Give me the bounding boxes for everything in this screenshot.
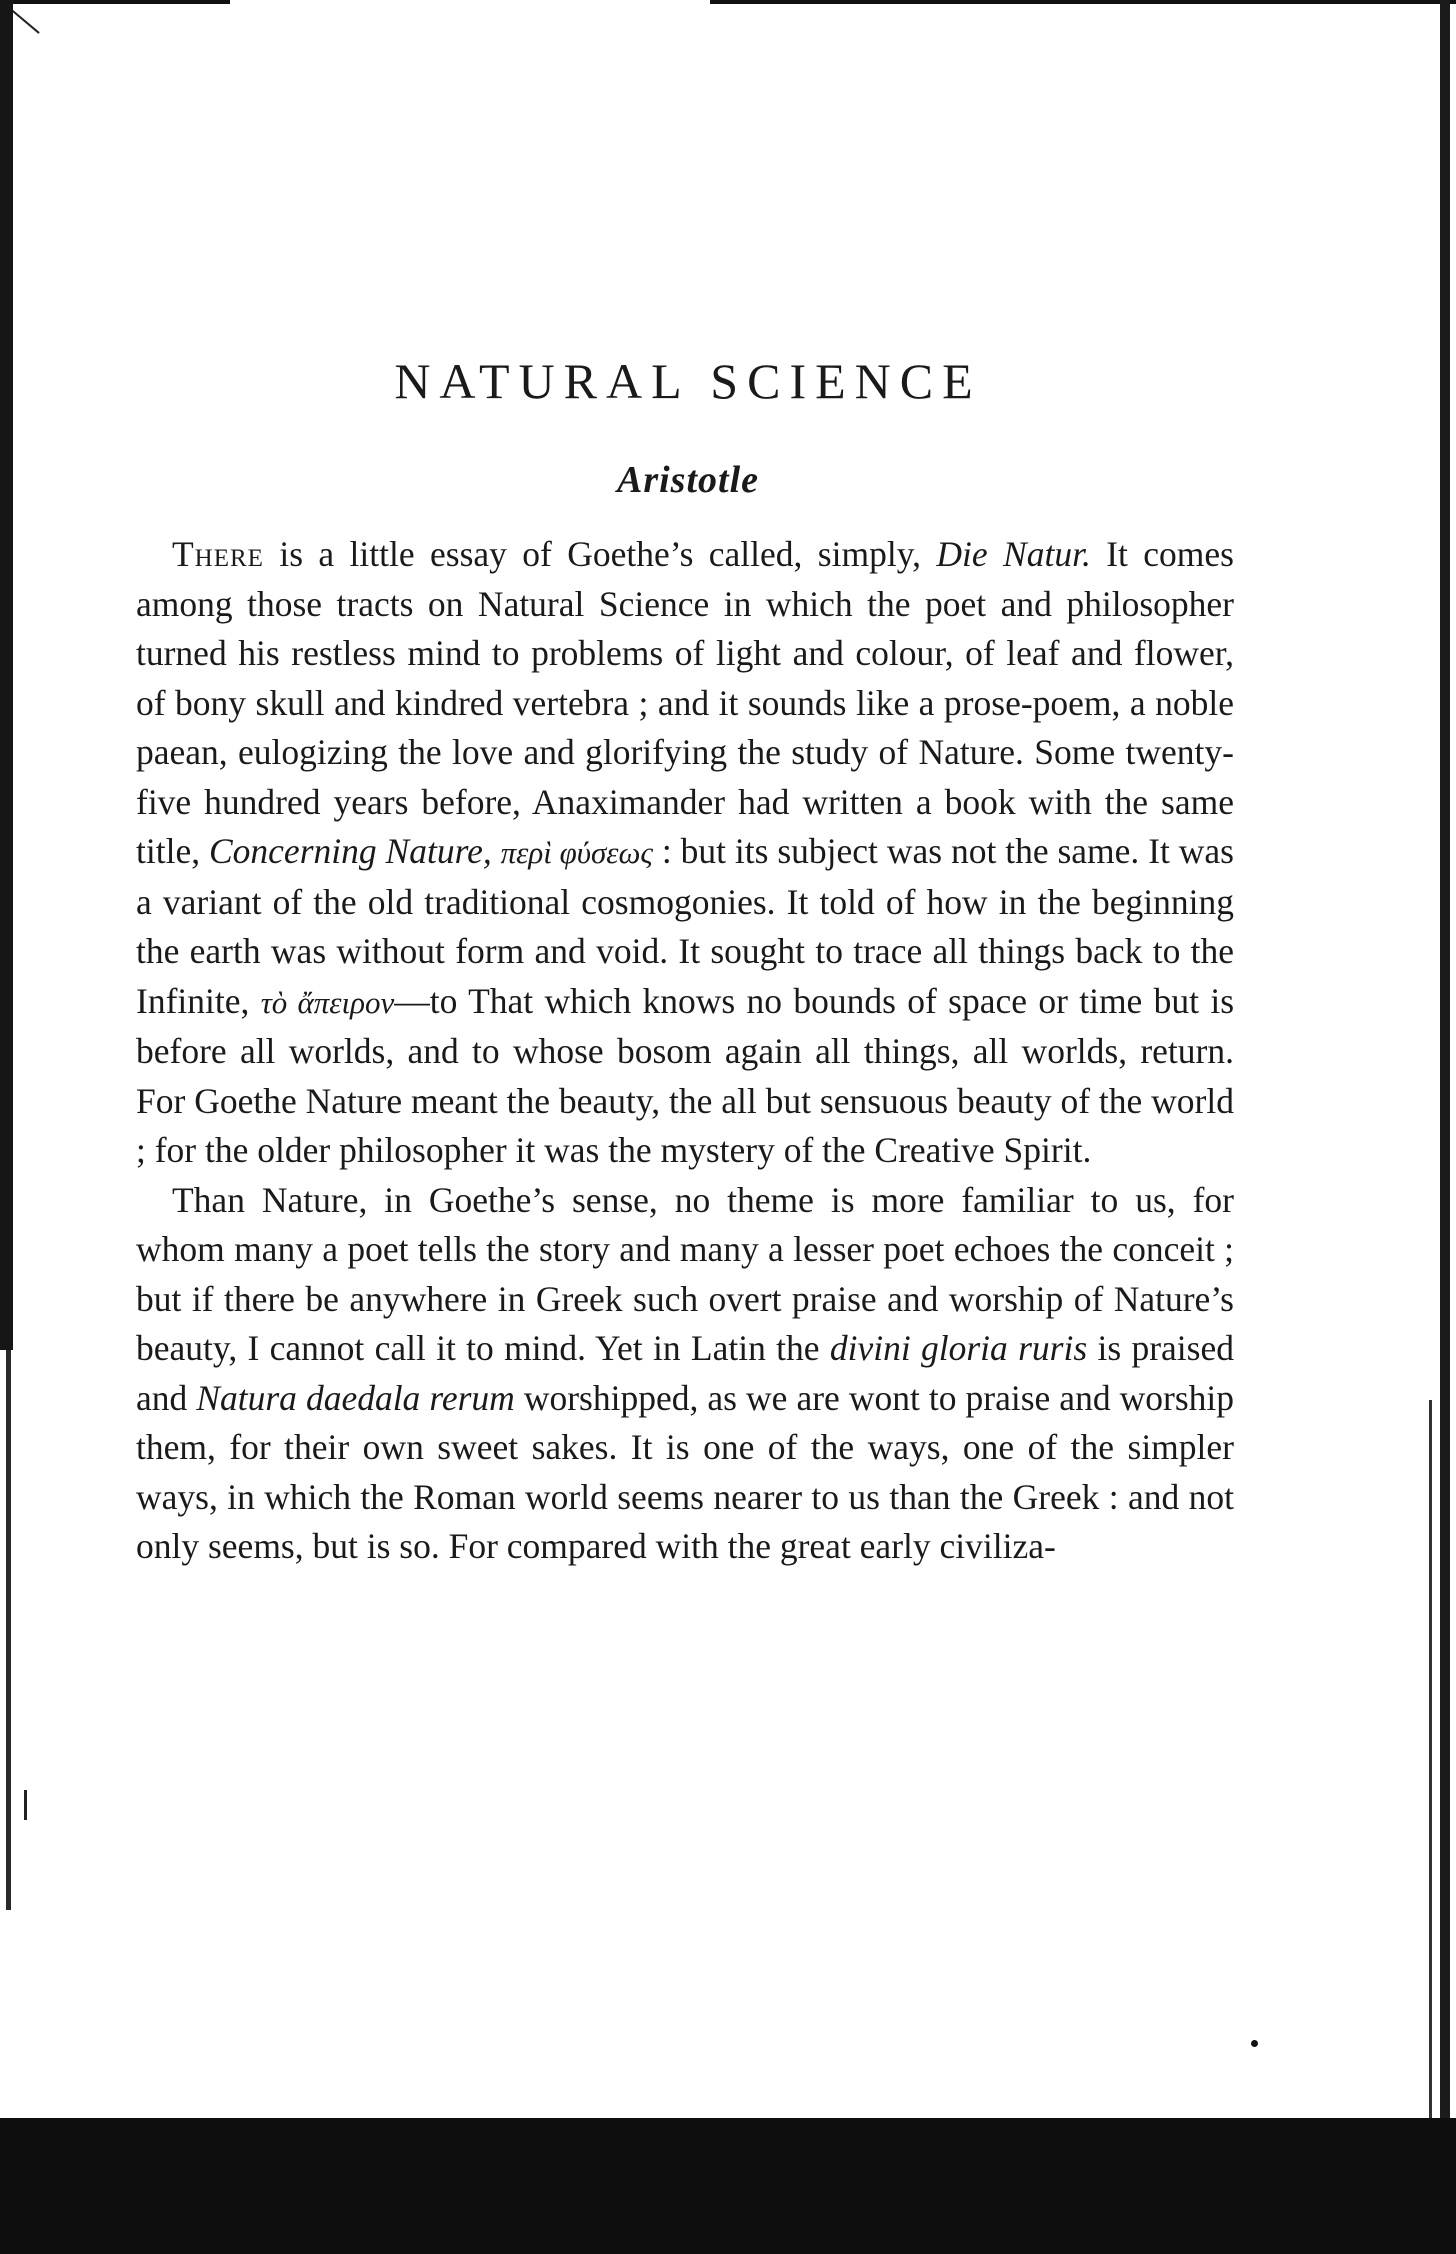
scan-edge-bottom — [0, 2118, 1456, 2254]
text-segment: is a little essay of Goethe’s called, simply, — [263, 534, 937, 574]
scan-edge-gap — [230, 0, 710, 4]
text-segment: —to That which knows no bounds of space or time but is before all worlds, and to whose bosom again all things, all worlds, return. For Goethe Nature meant the beauty, the all but sensuous beauty of the world ; for the older philosopher it was the mystery of the Creative Spirit. — [136, 980, 1235, 1170]
margin-tick — [24, 1790, 27, 1820]
text-segment: It comes among those tracts on Natural Science in which the poet and philosopher turned his restless mind to problems of light and colour, of leaf and flower, of bony skull and kindred vertebra ; and it sounds like a prose-poem, a noble paean, eulogizing the love and glorifying the study of Nature. Some twenty-five hundred years before, Anaximander had written a book with the same title, — [136, 534, 1234, 871]
work-title: Concerning Nature, — [209, 831, 492, 871]
greek-phrase: περὶ φύσεως — [500, 835, 653, 870]
lead-in: There — [172, 534, 264, 574]
text-segment: Than Nature, in Goethe’s sense, no theme is more familiar to us, for whom many a poet tells the story and many a lesser poet echoes the conceit ; but if there be anywhere in Greek such overt praise and worship of Nature’s beauty, I cannot call it to mind. Yet in Latin the — [136, 1179, 1234, 1368]
body-text — [136, 530, 1234, 1572]
scan-edge-left — [0, 0, 13, 1350]
latin-phrase: Natura daedala rerum — [196, 1377, 515, 1418]
scan-edge-top — [0, 0, 1456, 4]
scan-edge-right — [1440, 0, 1450, 2254]
scan-edge-right-line — [1429, 1400, 1432, 2140]
text-segment: worshipped, as we are wont to praise and worship them, for their own sweet sakes. It is one of the ways, one of the simpler ways, in which the Roman world seems nearer to us than the Greek : and not only seems, but is so. For compared with the great early civiliza- — [136, 1377, 1234, 1566]
stray-dot — [1251, 2040, 1258, 2047]
text-segment — [492, 831, 501, 871]
scan-edge-left-thin — [6, 1350, 11, 1910]
latin-phrase: divini gloria ruris — [829, 1328, 1088, 1368]
paragraph-2 — [136, 1176, 1234, 1572]
text-segment: is praised and — [136, 1328, 1234, 1418]
work-title: Die Natur. — [936, 534, 1091, 574]
chapter-author: Aristotle — [616, 459, 760, 501]
text-segment: : but its subject was not the same. It was a variant of the old traditional cosmogonies. It told of how in the beginning the earth was without form and void. It sought to trace all things back to the Infinite, — [136, 831, 1234, 1021]
paragraph-1 — [136, 530, 1234, 1176]
greek-phrase: τὸ ἄπειρον — [260, 984, 395, 1020]
chapter-title: NATURAL SCIENCE — [394, 353, 982, 409]
